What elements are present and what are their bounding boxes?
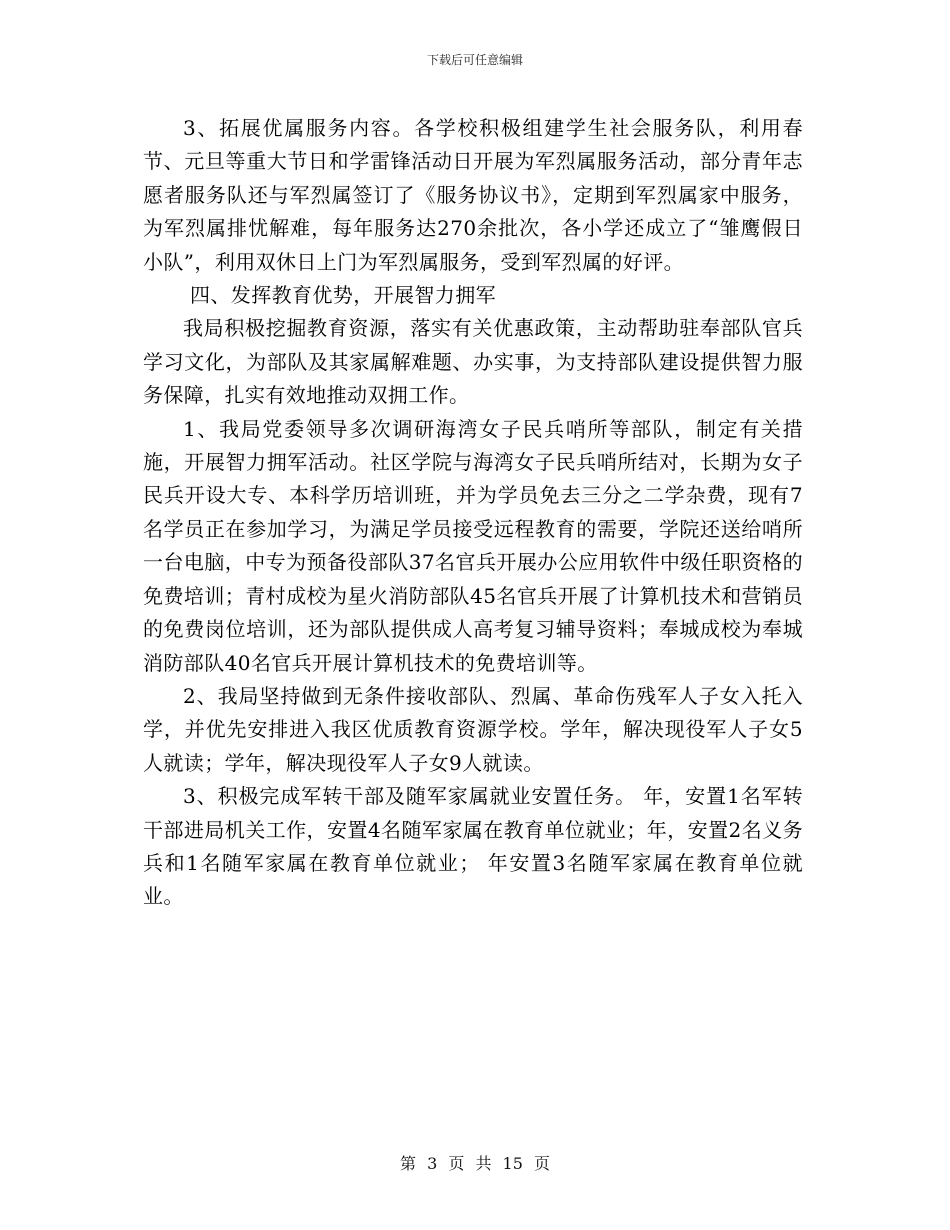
paragraph-intellectual-support: 1、我局党委领导多次调研海湾女子民兵哨所等部队，制定有关措施，开展智力拥军活动。社区学院与海湾女子民兵哨所结对，长期为女子民兵开设大专、本科学历培训班，并为学员免去三分之二学杂费，现有7名学员正在参加学习，为满足学员接受远程教育的需要，学院还送给哨所一台电脑，中专为预备役部队37名官兵开展办公应用软件中级任职资格的免费培训；青村成校为星火消防部队45名官兵开展了计算机技术和营销员的免费岗位培训，还为部队提供成人高考复习辅导资料；奉城成校为奉城消防部队40名官兵开展计算机技术的免费培训等。 [143,416,803,675]
paragraph-service-content: 3、拓展优属服务内容。各学校积极组建学生社会服务队，利用春节、元旦等重大节日和学雷锋活动日开展为军烈属服务活动，部分青年志愿者服务队还与军烈属签订了《服务协议书》，定期到军烈属家中服务，为军烈属排忧解难，每年服务达270余批次，各小学还成立了“雏鹰假日小队”，利用双休日上门为军烈属服务，受到军烈属的好评。 [143,116,803,274]
document-body [143,112,803,914]
page-header: 下载后可任意编辑 [426,53,523,67]
paragraph-employment-placement: 3、积极完成军转干部及随军家属就业安置任务。 年，安置1名军转干部进局机关工作，安置4名随军家属在教育单位就业；年，安置2名义务兵和1名随军家属在教育单位就业； 年安置3名随军家属在教育单位就业。 [143,784,803,909]
page-number-footer: 第 3 页 共 15 页 [400,1154,550,1173]
paragraph-school-enrollment: 2、我局坚持做到无条件接收部队、烈属、革命伤残军人子女入托入学，并优先安排进入我区优质教育资源学校。学年，解决现役军人子女5人就读；学年，解决现役军人子女9人就读。 [143,683,803,775]
paragraph-education-intro: 我局积极挖掘教育资源，落实有关优惠政策，主动帮助驻奉部队官兵学习文化，为部队及其家属解难题、办实事，为支持部队建设提供智力服务保障，扎实有效地推动双拥工作。 [143,316,803,408]
section-heading-education: 四、发挥教育优势，开展智力拥军 [190,283,496,308]
